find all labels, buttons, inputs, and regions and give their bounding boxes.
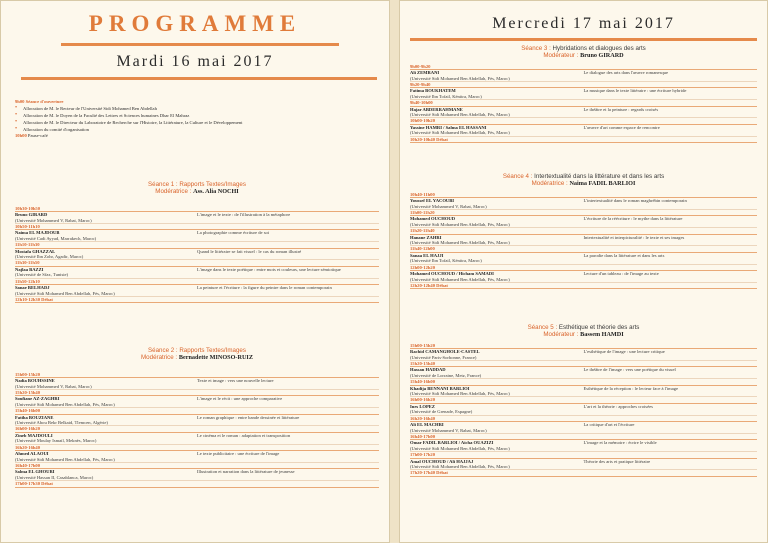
slot-time: 15h40-16h00 [410, 379, 757, 385]
debate-label: 10h20-10h40 Débat [410, 136, 757, 142]
speaker-name: Fatiha BOUZIANE [15, 414, 54, 420]
debate-label: 17h00-17h30 Débat [15, 481, 379, 487]
moderator-name: Bernadette MINOSO-RUIZ [178, 354, 253, 362]
speaker-name: Ali EL MACHRI [410, 422, 444, 428]
session-prefix: Séance 5 : [527, 324, 558, 331]
session-4 [410, 173, 757, 289]
speaker-cell [410, 88, 584, 100]
speaker-affiliation: (Université Sidi Mohamed Ben Abdellah, Fès, Maroc) [410, 75, 510, 81]
speaker-affiliation: (Université Moulay Ismail, Meknès, Maroc) [15, 438, 97, 444]
opening-session [15, 99, 379, 139]
session-1-moderator [15, 188, 379, 195]
speaker-cell [15, 212, 197, 224]
talk-row [410, 440, 757, 452]
speaker-name: Bruno GIRARD [15, 212, 48, 218]
speaker-affiliation: (Université Sidi Mohamed Ben Abdellah, Fès, Maroc) [410, 445, 510, 451]
talk-title: Illustration et narration dans la littérature de jeunesse [197, 469, 379, 481]
speaker-name: Naima EL MAJDOUB [15, 230, 60, 236]
speaker-name: Soufiane AZ-ZAGHRI [15, 396, 60, 402]
speaker-cell [410, 440, 584, 452]
talk-title: Le cinéma et le roman : adaptation et transposition [197, 432, 379, 444]
talk-title: Intertextualité et interpicturalité : le texte et ses images [584, 234, 758, 246]
talk-title: Esthétique de la réception : le lecteur face à l'image [584, 385, 758, 397]
slot-time: 15h20-15h40 [410, 361, 757, 367]
session-2-moderator [15, 354, 379, 361]
opening-label: Séance d'ouverture [25, 99, 64, 104]
slot-time: 10h50-11h10 [15, 224, 379, 230]
speaker-name: Mostafa GHAZZAL [15, 248, 56, 254]
moderator-name: Bruno GIRARD [580, 52, 624, 60]
right-page [399, 0, 768, 543]
talk-title: L'écriture de la réécriture : le mythe dans la littérature [584, 216, 758, 228]
speaker-affiliation: (Université Ibn Zohr, Agadir, Maroc) [15, 254, 84, 260]
talk-row [410, 198, 757, 210]
moderator-label: Modératrice : [155, 188, 192, 196]
speaker-name: Mohamed OUCHOUD [410, 216, 456, 222]
speaker-name: Mohamed OUCHOUD / Hicham SAMADI [410, 271, 494, 277]
speaker-affiliation: (Université Sidi Mohamed Ben Abdellah, Fès, Maroc) [15, 456, 115, 462]
speaker-affiliation: (Université Sidi Mohamed Ben Abdellah, Fès, Maroc) [15, 401, 115, 407]
speaker-cell [410, 216, 584, 228]
speaker-cell [410, 385, 584, 397]
page-gutter [390, 0, 399, 543]
speaker-affiliation: (Université Mohammed V, Rabat, Maroc) [410, 427, 487, 433]
talk-row [15, 469, 379, 481]
speaker-affiliation: (Université Mohammed V, Rabat, Maroc) [15, 217, 92, 223]
speaker-affiliation: (Université Sidi Mohamed Ben Abdellah, Fès, Maroc) [410, 463, 510, 469]
talk-row [410, 403, 757, 415]
opening-time: 9h00 [15, 99, 25, 104]
speaker-name: Amal OUCHOUD / Ali HAJJAJ [410, 458, 474, 464]
talk-title: La photographie comme écriture de soi [197, 230, 379, 242]
speaker-name: Hanane ZAHRI [410, 234, 442, 240]
talk-row [410, 385, 757, 397]
session-4-moderator [410, 180, 757, 187]
day-title-tuesday: Mardi 16 mai 2017 [116, 53, 274, 70]
speaker-cell [410, 198, 584, 210]
talk-row [15, 285, 379, 297]
speaker-affiliation: (Université Sidi Mohamed Ben Abdellah, Fès, Maroc) [410, 391, 510, 397]
talk-title: Le théâtre de l'image : vers une poétique du visuel [584, 367, 758, 379]
talk-title: L'image et le texte : de l'illustration à la métaphore [197, 212, 379, 224]
speaker-cell [410, 124, 584, 136]
slot-time: 11h30-11h50 [15, 260, 379, 266]
speaker-cell [410, 349, 584, 361]
slot-time: 11h20-11h40 [410, 228, 757, 234]
talk-row [410, 252, 757, 264]
talk-title: Théorie des arts et pratique littéraire [584, 458, 758, 470]
speaker-affiliation: (Université Ibn Tofail, Kénitra, Maroc) [410, 93, 482, 99]
speaker-cell [410, 403, 584, 415]
slot-time: 16h40-17h00 [15, 462, 379, 468]
talk-row [410, 124, 757, 136]
debate-label: 12h20-12h40 Débat [410, 282, 757, 288]
talk-title: L'intertextualité dans le roman maghrébin contemporain [584, 198, 758, 210]
speaker-affiliation: (Université Mohammed V, Rabat, Maroc) [410, 203, 487, 209]
talk-row [410, 234, 757, 246]
speaker-affiliation: (Université Sidi Mohamed Ben Abdellah, Fès, Maroc) [15, 290, 115, 296]
debate-label: 17h20-17h40 Débat [410, 470, 757, 476]
session-3-moderator [410, 52, 757, 59]
speaker-cell [410, 271, 584, 283]
talk-title: Le roman graphique : entre bande dessinée et littérature [197, 414, 379, 426]
speaker-affiliation: (Université Sidi Mohamed Ben Abdellah, Fès, Maroc) [410, 221, 510, 227]
session-5-table [410, 343, 757, 477]
slot-time: 11h10-11h30 [15, 242, 379, 248]
slot-time: 11h00-11h20 [410, 210, 757, 216]
session-4-table [410, 192, 757, 290]
title-rule [61, 43, 339, 46]
speaker-name: Sanae BELHADJ [15, 285, 50, 291]
debate-row [410, 282, 757, 288]
talk-row [15, 212, 379, 224]
talk-row [15, 432, 379, 444]
talk-row [410, 349, 757, 361]
talk-title: Quand le littéraire se fait visuel : le cas du roman illustré [197, 248, 379, 260]
slot-time: 9h20-9h40 [410, 82, 757, 88]
opening-item: • Allocution de M. le Recteur de l'Université Sidi Mohamed Ben Abdellah [15, 105, 379, 112]
session-1-table [15, 206, 379, 304]
speaker-cell [15, 248, 197, 260]
speaker-affiliation: (Université de Lorraine, Metz, France) [410, 372, 482, 378]
speaker-name: Ali ZEMRANI [410, 70, 440, 76]
session-label: Esthétique et théorie des arts [558, 324, 640, 331]
talk-row [15, 266, 379, 278]
speaker-affiliation: (Université Sidi Mohamed Ben Abdellah, Fès, Maroc) [410, 276, 510, 282]
speaker-name: Omar FADIL BARLIOI / Aicha OUAZIZI [410, 440, 494, 446]
talk-title: Lecture d'un tableau : de l'image au texte [584, 271, 758, 283]
speaker-cell [15, 432, 197, 444]
speaker-name: Zineb MAJDOULI [15, 432, 53, 438]
opening-item: • Allocution du comité d'organisation [15, 126, 379, 133]
break-time: 10h00 [15, 133, 27, 139]
slot-time: 11h50-12h10 [15, 278, 379, 284]
day-title-wednesday: Mercredi 17 mai 2017 [492, 15, 675, 32]
break-label: Pause-café [27, 133, 48, 139]
debate-row [15, 296, 379, 302]
moderator-name: Ass. Alia NOCHI [193, 188, 239, 196]
talk-title: Le théâtre et la peinture : regards croisés [584, 106, 758, 118]
session-2 [15, 347, 379, 488]
speaker-name: Najlaa BAZZI [15, 266, 44, 272]
slot-time: 16h40-17h00 [410, 433, 757, 439]
speaker-cell [410, 252, 584, 264]
talk-row [410, 422, 757, 434]
speaker-name: Ahmed ALAOUI [15, 451, 49, 457]
talk-row [15, 248, 379, 260]
slot-time: 16h00-16h20 [410, 397, 757, 403]
slot-time: 11h40-12h00 [410, 246, 757, 252]
talk-row [410, 88, 757, 100]
slot-time: 9h40-10h00 [410, 100, 757, 106]
speaker-affiliation: (Université Sidi Mohamed Ben Abdellah, Fès, Maroc) [410, 240, 510, 246]
talk-title: Le dialogue des arts dans l'œuvre romanesque [584, 70, 758, 82]
session-label: Intertextualité dans la littérature et dans les arts [534, 173, 665, 180]
talk-title: L'image et le récit : une approche comparative [197, 396, 379, 408]
session-4-title [410, 173, 757, 180]
talk-row [15, 378, 379, 390]
slot-time: 10h30-10h50 [15, 206, 379, 212]
moderator-name: Bassem HAMDI [580, 331, 624, 339]
speaker-name: Salma EL GHOURI [15, 469, 55, 475]
speaker-name: Fatima BOUKHATEM [410, 88, 456, 94]
talk-title: La musique dans le texte littéraire : une écriture hybride [584, 88, 758, 100]
talk-title: L'œuvre d'art comme espace de rencontre [584, 124, 758, 136]
speaker-affiliation: (Université Abou Bekr Belkaid, Tlemcen, Algérie) [15, 420, 108, 426]
speaker-affiliation: (Université Paris-Sorbonne, France) [410, 354, 477, 360]
speaker-cell [15, 451, 197, 463]
speaker-affiliation: (Université de Grenade, Espagne) [410, 409, 473, 415]
talk-title: Texte et image : vers une nouvelle lecture [197, 378, 379, 390]
talk-title: Le texte publicitaire : une écriture de l'image [197, 451, 379, 463]
slot-time: 10h40-11h00 [410, 192, 757, 198]
speaker-cell [410, 367, 584, 379]
speaker-affiliation: (Université Cadi Ayyad, Marrakech, Maroc) [15, 235, 97, 241]
session-5-title [410, 324, 757, 331]
debate-row [410, 136, 757, 142]
slot-time: 16h20-16h40 [410, 415, 757, 421]
talk-title: L'art et la théorie : approches croisées [584, 403, 758, 415]
slot-time: 16h20-16h40 [15, 444, 379, 450]
debate-row [15, 481, 379, 487]
debate-row [410, 470, 757, 476]
speaker-affiliation: (Université Sidi Mohamed Ben Abdellah, Fès, Maroc) [410, 130, 510, 136]
slot-time: 15h00-15h20 [410, 343, 757, 349]
speaker-affiliation: (Université de Sfax, Tunisie) [15, 272, 69, 278]
speaker-cell [15, 266, 197, 278]
slot-time: 15h20-15h40 [15, 390, 379, 396]
speaker-cell [15, 414, 197, 426]
session-3-title [410, 45, 757, 52]
talk-row [15, 396, 379, 408]
speaker-name: Sanaa EL HAJJI [410, 252, 444, 258]
talk-title: La critique d'art et l'écriture [584, 422, 758, 434]
session-2-title: Séance 2 : Rapports Textes/Images [148, 347, 246, 354]
speaker-name: Rachid CAMANGHOLE-CASTEL [410, 349, 480, 355]
debate-label: 12h10-12h30 Débat [15, 296, 379, 302]
speaker-name: Ines LOPEZ [410, 403, 435, 409]
session-label: Hybridations et dialogues des arts [552, 45, 646, 52]
slot-time: 15h00-15h20 [15, 372, 379, 378]
session-1 [15, 181, 379, 303]
session-5-moderator [410, 331, 757, 338]
talk-title: L'esthétique de l'image : une lecture critique [584, 349, 758, 361]
session-3-table [410, 64, 757, 143]
moderator-label: Modératrice : [141, 354, 178, 362]
talk-row [15, 230, 379, 242]
slot-time: 12h00-12h20 [410, 264, 757, 270]
day-rule [21, 77, 377, 80]
speaker-cell [15, 230, 197, 242]
speaker-cell [410, 422, 584, 434]
speaker-name: Hajar ABDERRAHMANE [410, 106, 463, 112]
opening-item: • Allocution de M. le Directeur du Laboratoire de Recherche sur l'Histoire, la Littérature, la Culture et le Développement [15, 119, 379, 126]
moderator-name: Naima FADIL BARLIOI [569, 180, 636, 188]
speaker-name: Youssef EL YACOUBI [410, 198, 455, 204]
talk-row [410, 271, 757, 283]
talk-title: L'image dans le texte poétique : entre mots et couleurs, une lecture sémiotique [197, 266, 379, 278]
talk-title: La parodie dans la littérature et dans les arts [584, 252, 758, 264]
speaker-name: Khadija BENNANI BARLIOI [410, 385, 470, 391]
moderator-label: Modérateur : [543, 52, 579, 60]
talk-row [410, 106, 757, 118]
speaker-cell [15, 285, 197, 297]
speaker-affiliation: (Université Mohammed V, Rabat, Maroc) [15, 383, 92, 389]
slot-time: 17h00-17h20 [410, 452, 757, 458]
programme-title: PROGRAMME [88, 11, 302, 36]
session-prefix: Séance 4 : [502, 173, 533, 180]
session-3 [410, 45, 757, 143]
speaker-affiliation: (Université Ibn Tofail, Kénitra, Maroc) [410, 258, 482, 264]
moderator-label: Modératrice : [531, 180, 568, 188]
opening-list [15, 105, 379, 134]
talk-row [15, 414, 379, 426]
speaker-cell [15, 378, 197, 390]
opening-item: • Allocution de M. le Doyen de la Faculté des Lettres et Sciences humaines Dhar El Mahraz [15, 112, 379, 119]
session-prefix: Séance 3 : [521, 45, 551, 52]
session-5 [410, 324, 757, 477]
day-rule [410, 38, 757, 41]
slot-time: 10h00-10h20 [410, 118, 757, 124]
talk-row [410, 367, 757, 379]
speaker-name: Hassan HADDAD [410, 367, 446, 373]
speaker-affiliation: (Université Sidi Mohamed Ben Abdellah, Fès, Maroc) [410, 112, 510, 118]
moderator-label: Modérateur : [543, 331, 579, 339]
talk-row [410, 216, 757, 228]
talk-row [15, 451, 379, 463]
speaker-name: Yassine HAMRI / Salma EL HASSANI [410, 124, 487, 130]
speaker-cell [410, 458, 584, 470]
speaker-affiliation: (Université Hassan II, Casablanca, Maroc) [15, 474, 94, 480]
slot-time: 9h00-9h20 [410, 64, 757, 70]
speaker-cell [410, 234, 584, 246]
speaker-cell [15, 396, 197, 408]
talk-title: La peinture et l'écriture : la figure du peintre dans le roman contemporain [197, 285, 379, 297]
slot-time: 16h00-16h20 [15, 426, 379, 432]
speaker-cell [410, 70, 584, 82]
talk-title: L'image et la mémoire : écrire le visible [584, 440, 758, 452]
talk-row [410, 70, 757, 82]
session-1-title: Séance 1 : Rapports Textes/Images [148, 181, 246, 188]
speaker-cell [15, 469, 197, 481]
speaker-cell [410, 106, 584, 118]
session-2-table [15, 372, 379, 488]
speaker-name: Nadia BOUHSSINE [15, 378, 55, 384]
slot-time: 15h40-16h00 [15, 408, 379, 414]
talk-row [410, 458, 757, 470]
